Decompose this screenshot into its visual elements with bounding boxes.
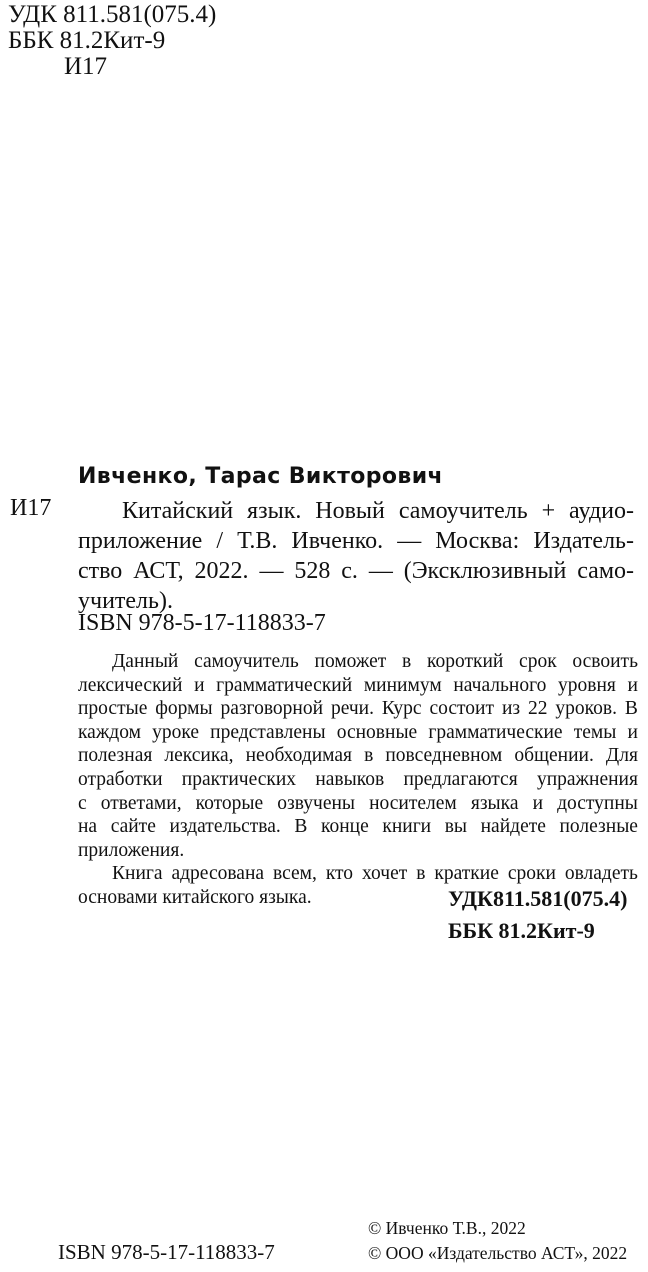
card-description-line: Китайский язык. Новый самоучитель + аудио- — [122, 498, 634, 524]
copyright-author: © Ивченко Т.В., 2022 — [368, 1218, 526, 1238]
copyright-publisher: © ООО «Издательство АСТ», 2022 — [368, 1243, 628, 1263]
annotation-line: с ответами, которые озвучены носителем языка и доступны — [78, 792, 638, 814]
annotation-line: на сайте издательства. В конце книги вы найдете полезные — [78, 816, 638, 838]
card-description-line: учитель). — [78, 588, 173, 614]
annotation-line: Книга адресована всем, кто хочет в краткие сроки овладеть — [112, 863, 638, 885]
annotation-line: отработки практических навыков предлагаются упражнения — [78, 768, 638, 790]
copyright-block — [368, 1216, 627, 1266]
card-description-line: ство АСТ, 2022. — 528 с. — (Эксклюзивный само- — [78, 558, 634, 584]
bold-classification-codes — [448, 883, 627, 947]
annotation-line: каждом уроке представлены основные грамматические темы и — [78, 721, 638, 743]
annotation-line: основами китайского языка. — [78, 886, 312, 908]
card-author: Ивченко, Тарас Викторович — [78, 464, 444, 489]
annotation-line: приложения. — [78, 839, 185, 861]
footer-isbn: ISBN 978-5-17-118833-7 — [58, 1240, 275, 1264]
card-description — [78, 496, 634, 616]
annotation-line: Данный самоучитель поможет в короткий срок освоить — [112, 651, 638, 672]
udk-code: УДК 811.581(075.4) — [8, 1, 217, 28]
card-author-mark: И17 — [10, 495, 52, 521]
annotation — [78, 650, 638, 910]
header-classification-codes — [8, 2, 216, 80]
card-isbn: ISBN 978-5-17-118833-7 — [78, 610, 326, 636]
annotation-line: полезная лексика, необходимая в повседневном общении. Для — [78, 745, 638, 767]
annotation-line: лексический и грамматический минимум начального уровня и — [78, 674, 638, 696]
bold-udk-code: УДК811.581(075.4) — [448, 886, 628, 911]
annotation-line: простые формы разговорной речи. Курс состоит из 22 уроков. В — [78, 698, 638, 720]
bbk-code: ББК 81.2Кит-9 — [8, 27, 166, 54]
card-description-line: приложение / Т.В. Ивченко. — Москва: Издатель- — [78, 528, 634, 554]
bold-bbk-code: ББК 81.2Кит-9 — [448, 918, 595, 943]
author-mark: И17 — [64, 53, 108, 80]
